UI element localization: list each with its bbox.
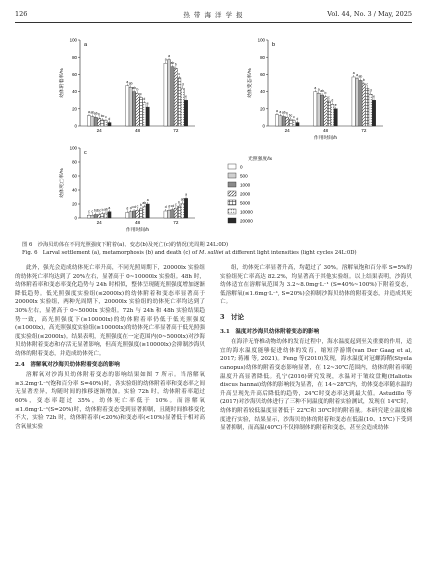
panel-label: c [84,150,87,156]
y-tick-label: 20 [72,106,77,112]
bar [292,121,295,126]
significance-letter: bc [288,113,293,118]
significance-letter: bc [97,208,101,213]
significance-letter: b [139,203,142,208]
x-tick-label: 24 [96,128,102,133]
legend-swatch [228,218,236,223]
right-column [220,264,412,433]
significance-letter: e [146,101,149,106]
section-heading-3-1: 3.1 温度对沙海贝幼体附着变态的影响 [220,328,320,335]
y-tick-label: 40 [72,89,77,95]
significance-letter: a [168,53,170,58]
y-tick-label: 80 [260,54,265,60]
significance-letter: c [366,82,369,87]
paragraph: 此外，强光会造成幼体死亡率升高，不同光照周期下，20000lx 实验组的幼体死亡率均达到了 20%左右，显著高于 0~10000lx 实验组。48h 时，幼体附着率和变态率变化趋势与 24h 时相似，整体呈现随光照强度增加逐渐降低趋势。低光照强度实验组(≤2000lx)的幼体附着和变态率显著高于 20000lx 实验组，两种光周期下，20000lx 实验组的幼体死亡率均达到了 30%左右，显著高于 0~5000lx 实验组。72h 与 24h 和 48h 实验结果趋势一致，高光照强度下(≥10000lx)的幼体附着率仍低于低光照强度(≤1000lx)，高光照强度实验组(≥10000lx)的幼体死亡率显著高于低光照强度实验组(≤2000lx)。结果表明，光照强度在一定范围内(0~5000lx)对沙海贝幼体附着变态和存活无显著影响，但高光照强度(≥10000lx)会抑制沙海贝幼体的附着变态，并造成幼体死亡。 [15,265,205,357]
significance-letter: b [98,112,101,117]
significance-letter: ab [128,81,133,86]
significance-letter: d [108,116,111,121]
bar [146,204,149,218]
legend-swatch [228,182,236,187]
significance-letter: c [178,72,181,77]
legend-swatch [228,191,236,196]
bar [146,107,149,126]
significance-letter: b [136,87,139,92]
significance-letter: c [140,91,142,96]
bar [296,123,299,126]
significance-letter: a [126,79,129,84]
bar [174,208,177,218]
caption-en: Fig. 6 Larval settlement (a), metamorphosis (b) and death (c) of M. salliei at different light intensities (light cycles 24L:0D) [22,250,357,256]
bar [101,120,104,126]
significance-letter: ab [281,110,286,115]
significance-letter: bc [100,114,105,119]
y-tick-label: 60 [72,173,77,179]
y-tick-label: 0 [74,123,77,129]
bar [164,211,167,218]
bar [369,94,372,126]
bar [129,212,132,218]
bar [174,68,177,126]
legend-swatch [228,164,236,169]
paragraph: 溶解氧对沙海贝幼体附着变态的影响结果如图 7 所示。当溶解氧≥3.2mg·L⁻¹(饱和百分率 S=40%)时，各实验组的幼体附着率和变态率之间无显著差异，均随时间的推移逐渐增加。实验 72h 时，幼体附着率超过 60%，变态率超过 35%，幼体死亡率低于 10%。而溶解氧≤1.6mg·L⁻¹(S=20%)时，幼体附着变态受到显著抑制，且随时间推移变化不大，实验 72h 时，幼体附着率(<20%)和变态率(<10%)显著低于相对高含氧量实验 [15,372,205,430]
paragraph: 组，幼体死亡率显著升高，均超过了 30%。溶解氧饱和百分率 S=5%的实验组死亡率高达 82.2%，均显著高于其他实验组。以上结果表明，沙海贝幼体适宜在溶解氧范围为 3.2~8.0mg·L⁻¹ (S=40%~100%)下附着变态，低溶解氧(≤1.6mg·L⁻¹, S=20%)会抑制沙海贝幼体的附着变态，并造成其死亡。 [220,265,412,306]
bar [285,117,288,126]
x-tick-label: 24 [96,220,102,225]
legend-swatch [228,200,236,205]
volume-info: Vol. 44, No. 3 / May, 2025 [327,10,412,18]
bar [320,95,323,126]
bar [87,116,90,126]
journal-title: 热 带 海 洋 学 报 [183,11,244,19]
significance-letter: ab [104,207,108,212]
bar [359,80,362,126]
bar [327,101,330,126]
significance-letter: d [126,206,129,211]
bar [129,87,132,126]
significance-letter: cd [170,203,175,208]
significance-letter: d [331,98,334,103]
x-tick-label: 48 [134,128,141,133]
bar [184,198,187,218]
significance-letter: e [373,94,375,99]
bar [275,115,278,126]
bar [126,212,129,218]
x-tick-label: 24 [284,128,290,133]
bar [139,98,142,126]
significance-letter: b [101,208,104,212]
bar [164,63,167,126]
significance-letter: d [143,96,146,101]
significance-letter: bc [93,208,98,213]
significance-letter: a [317,87,320,92]
significance-letter: b [178,200,181,205]
legend-label: 2000 [240,191,251,197]
significance-letter: ab [170,60,175,65]
page-number: 126 [15,10,28,18]
y-tick-label: 80 [72,54,77,60]
bar [91,215,94,218]
significance-letter: a [356,72,358,77]
significance-letter: a [279,109,282,114]
y-tick-label: 40 [260,89,265,95]
paragraph: 在海洋无脊椎动物幼体的发育过程中，海水温度起到至关重要的作用，适宜的海水温度能够促进幼体的发育，缩短浮游期(van Der Gaag et al, 2017; 蒋湘 等, 2021)。Feng 等(2010)发现，海水温度对冠螺海鞘(Styela canopus)幼体的附着变态影响显著，在 12~30℃范围内，幼体的附着率随温度升高显著降低。孔宁(2016)研究发现，水温对于皱纹盘鲍(Haliotis discus hannai)幼体的影响较为显著，在 14~28℃内，幼体变态率随水温的升高呈现先升高后降低的趋势，24℃时变态率达到最大值。Astudillo 等(2017)对沙海贝幼体进行了三种不同温度的附着实验测试，发现在 14℃时，幼体的附着较低温度显著低于 22℃和 30℃时的附着量。本研究建立温度梯度进行实验，结果显示，沙海贝幼体的附着和变态在低温(10、15℃)下受到显著抑制，而高温(40℃)不仅抑制体的附着和变态，甚至会造成幼体 [220,339,412,432]
significance-letter: a [185,192,187,197]
bar [94,117,97,126]
bar [334,109,337,126]
legend-label: 5000 [240,200,251,206]
bar [279,116,282,126]
bar [136,210,139,218]
bar [91,117,94,126]
y-tick-label: 20 [260,106,265,112]
significance-letter: e [334,103,337,107]
figure-6 [0,26,427,240]
y-tick-label: 80 [72,159,77,165]
significance-letter: c [293,115,295,120]
x-tick-label: 48 [322,128,329,133]
legend-label: 10000 [240,209,253,215]
significance-letter: b [286,111,289,116]
significance-letter: b [324,90,327,95]
bar [97,118,100,126]
bar [94,215,97,219]
significance-letter: e [185,94,187,99]
significance-letter: c [91,209,94,214]
header-rule [15,22,412,23]
significance-letter: a [108,205,111,210]
bar [178,206,181,218]
bar [143,103,146,126]
bar [108,212,111,218]
significance-letter: ab [180,197,185,202]
legend-swatch [228,209,236,214]
bar [171,67,174,126]
significance-letter: d [369,88,372,93]
significance-letter: d [164,205,167,210]
significance-letter: a [276,109,278,114]
bar [181,88,184,126]
bar [178,78,181,126]
significance-letter: c [136,204,139,209]
bar [104,213,107,218]
bar [167,60,170,126]
y-tick-label: 100 [69,37,77,43]
significance-letter: c [328,95,330,100]
bar [331,105,334,127]
bar [126,86,129,126]
significance-letter: d [181,82,184,87]
significance-letter: ab [93,111,98,116]
significance-letter: a [314,85,317,90]
y-tick-label: 0 [262,123,265,129]
significance-letter: ab [90,110,95,115]
section-heading-2-4: 2.4 溶解氧对沙海贝幼体附着变态的影响 [15,361,120,368]
y-tick-label: 0 [74,215,77,221]
bar [171,210,174,218]
bar [362,84,365,126]
y-tick-label: 60 [260,72,265,77]
x-axis-label: 作用时间/h [125,228,150,233]
legend-label: 0 [240,164,243,170]
legend-swatch [228,173,236,178]
legend-label: 20000 [240,218,253,224]
y-tick-label: 60 [72,72,77,77]
y-tick-label: 100 [69,145,77,151]
legend-title: 光照强度/lx [248,157,272,162]
significance-letter: a [88,109,90,114]
y-axis-label: 幼体变态率/% [248,68,253,98]
legend-label: 500 [240,173,248,179]
y-axis-label: 幼体死亡率/% [60,168,65,198]
panel-label: b [272,42,276,48]
bar [184,100,187,126]
panel-label: a [84,42,88,48]
significance-letter: cd [132,205,136,210]
bar [167,210,170,218]
bar [132,92,135,126]
bar [366,88,369,126]
bar [352,77,355,126]
significance-letter: c [88,209,90,214]
significance-letter: d [168,204,170,209]
significance-letter: c [105,115,107,120]
figure-caption [22,241,412,257]
bar [104,121,107,126]
bar [143,207,146,218]
left-column [15,264,205,431]
legend-label: 1000 [240,182,251,188]
significance-letter: d [296,116,299,121]
x-tick-label: 72 [173,220,179,225]
bar [139,209,142,218]
significance-letter: a [164,57,167,62]
bar [87,215,90,218]
significance-letter: b [174,62,177,67]
significance-letter: ab [142,201,147,205]
caption-cn: 图 6 沙海贝幼体在不同光照强度下附着(a)、变态(b)及死亡(c)的情况(光周期 24L:0D) [22,242,229,248]
bar [355,79,358,126]
bar [181,203,184,218]
significance-letter: a [352,71,355,76]
significance-letter: c [174,202,177,207]
bar [282,117,285,126]
y-tick-label: 40 [72,187,77,193]
bar [372,100,375,126]
bar [317,93,320,126]
x-tick-label: 72 [361,128,367,133]
bar [314,92,317,126]
bar [97,215,100,219]
section-heading-3: 3 讨论 [220,312,245,321]
y-tick-label: 20 [72,201,77,207]
significance-letter: d [129,205,132,210]
x-tick-label: 48 [134,220,141,225]
significance-letter: ab [358,74,363,79]
bar [101,214,104,218]
significance-letter: a [146,198,149,203]
significance-letter: ab [132,85,136,90]
bar [289,119,292,126]
significance-letter: b [362,78,365,83]
bar [132,211,135,218]
x-tick-label: 72 [173,128,179,133]
bar [136,93,139,126]
y-axis-label: 幼体附着率/% [60,68,65,98]
bar [108,123,111,126]
significance-letter: ab [320,89,324,94]
y-tick-label: 100 [257,37,265,43]
bar [324,97,327,126]
x-axis-label: 作用时间/h [313,136,338,141]
